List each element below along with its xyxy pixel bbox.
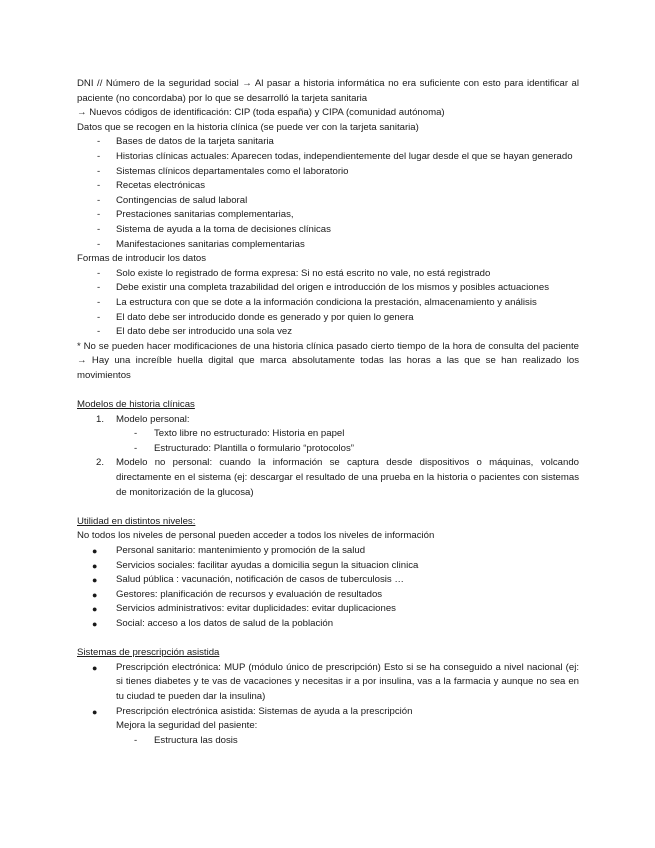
- list-item: - Manifestaciones sanitarias complementarias: [77, 238, 579, 253]
- list-item: - Debe existir una completa trazabilidad del origen e introducción de los mismos y posibles actuaciones: [77, 281, 579, 296]
- modelos-sub-list: [77, 427, 579, 456]
- dash-marker: -: [97, 267, 101, 279]
- sistemas-heading: Sistemas de prescripción asistida: [77, 647, 220, 659]
- document-page: [77, 77, 579, 748]
- spacer: [77, 500, 579, 515]
- number-marker: 2.: [96, 457, 105, 469]
- note-paragraph: * No se pueden hacer modificaciones de una historia clínica pasado cierto tiempo de la hora de consulta del paciente → Hay una increíble huella digital que marca absolutamente todas las horas a las que se han realizado los movimientos: [77, 340, 579, 381]
- sistemas-mejora: Mejora la seguridad del pasiente:: [116, 720, 258, 732]
- dash-marker: -: [134, 734, 138, 746]
- list-item: ● Servicios administrativos: evitar duplicidades: evitar duplicaciones: [77, 602, 579, 617]
- list-item: - Estructurado: Plantilla o formulario “protocolos”: [77, 442, 579, 457]
- list-item: ● Salud pública : vacunación, notificación de casos de tuberculosis …: [77, 573, 579, 588]
- formas-list: [77, 267, 579, 340]
- dash-marker: -: [97, 238, 101, 250]
- list-item: ● Gestores: planificación de recursos y evaluación de resultados: [77, 588, 579, 603]
- utilidad-heading: Utilidad en distintos niveles:: [77, 515, 196, 527]
- list-item: - Contingencias de salud laboral: [77, 194, 579, 209]
- dash-marker: -: [97, 296, 101, 308]
- dash-marker: -: [97, 209, 101, 221]
- intro-paragraph-dni: DNI // Número de la seguridad social → Al pasar a historia informática no era suficiente con esto para identificar al paciente (no concordaba) por lo que se desarrolló la tarjeta sanitaria: [77, 78, 579, 104]
- dash-marker: -: [134, 428, 138, 440]
- dash-marker: -: [97, 223, 101, 235]
- dash-marker: -: [97, 136, 101, 148]
- sistemas-list: [77, 661, 579, 719]
- formas-heading: Formas de introducir los datos: [77, 253, 207, 265]
- list-item: ● Prescripción electrónica asistida: Sistemas de ayuda a la prescripción: [77, 705, 579, 720]
- list-item: - Recetas electrónicas: [77, 179, 579, 194]
- list-item: - Solo existe lo registrado de forma expresa: Si no está escrito no vale, no está registrado: [77, 267, 579, 282]
- list-item: - Texto libre no estructurado: Historia en papel: [77, 427, 579, 442]
- bullet-marker: ●: [92, 589, 98, 600]
- intro-paragraph-codes: → Nuevos códigos de identificación: CIP (toda españa) y CIPA (comunidad autónoma): [77, 107, 445, 119]
- dash-marker: -: [97, 150, 101, 162]
- sistemas-sub-list: [77, 734, 579, 749]
- spacer: [77, 383, 579, 398]
- utilidad-intro: No todos los niveles de personal pueden acceder a todos los niveles de información: [77, 530, 435, 542]
- list-item: - Bases de datos de la tarjeta sanitaria: [77, 135, 579, 150]
- dash-marker: -: [97, 180, 101, 192]
- number-marker: 1.: [96, 413, 105, 425]
- dash-marker: -: [97, 282, 101, 294]
- datos-list: [77, 135, 579, 252]
- list-item: - Estructura las dosis: [77, 734, 579, 749]
- utilidad-list: [77, 544, 579, 632]
- bullet-marker: ●: [92, 575, 98, 586]
- list-item: - El dato debe ser introducido una sola vez: [77, 325, 579, 340]
- bullet-marker: ●: [92, 618, 98, 629]
- bullet-marker: ●: [92, 546, 98, 556]
- list-item: ● Social: acceso a los datos de salud de la población: [77, 617, 579, 632]
- list-item: ● Personal sanitario: mantenimiento y promoción de la salud: [77, 544, 579, 559]
- list-item: - La estructura con que se dote a la información condiciona la prestación, almacenamiento y análisis: [77, 296, 579, 311]
- modelos-list-2: [77, 456, 579, 500]
- modelos-heading: Modelos de historia clínicas: [77, 399, 195, 411]
- modelos-list: [77, 413, 579, 428]
- list-item: 2. Modelo no personal: cuando la información se captura desde dispositivos o máquinas, volcando directamente en el sistema (ej: descargar el resultado de una prueba en la historia o pacientes con sistemas de monitorización de la glucosa): [96, 457, 579, 498]
- list-item: - Sistemas clínicos departamentales como el laboratorio: [77, 165, 579, 180]
- list-item: ● Prescripción electrónica: MUP (módulo único de prescripción) Esto si se ha conseguido a nivel nacional (ej: si tienes diabetes y te vas de vacaciones y necesitas ir a por insulina, vas a la farmacia y aunque no sea en tu ciudad te pueden dar la insulina): [92, 661, 579, 702]
- dash-marker: -: [97, 311, 101, 323]
- bullet-marker: ●: [92, 604, 98, 615]
- list-item: - Sistema de ayuda a la toma de decisiones clínicas: [77, 223, 579, 238]
- bullet-marker: ●: [92, 662, 98, 673]
- list-item: 1. Modelo personal:: [77, 413, 579, 428]
- dash-marker: -: [97, 326, 101, 338]
- list-item: - El dato debe ser introducido donde es generado y por quien lo genera: [77, 311, 579, 326]
- list-item: - Prestaciones sanitarias complementarias,: [77, 208, 579, 223]
- dash-marker: -: [97, 165, 101, 177]
- dash-marker: -: [97, 194, 101, 206]
- list-item: ● Servicios sociales: facilitar ayudas a domicilia segun la situacion clinica: [77, 559, 579, 574]
- list-item: - Historias clínicas actuales: Aparecen todas, independientemente del lugar desde el que se hayan generado: [77, 150, 579, 165]
- dash-marker: -: [134, 442, 138, 454]
- intro-paragraph-datos: Datos que se recogen en la historia clínica (se puede ver con la tarjeta sanitaria): [77, 121, 419, 133]
- bullet-marker: ●: [92, 706, 98, 717]
- bullet-marker: ●: [92, 560, 98, 571]
- spacer: [77, 632, 579, 647]
